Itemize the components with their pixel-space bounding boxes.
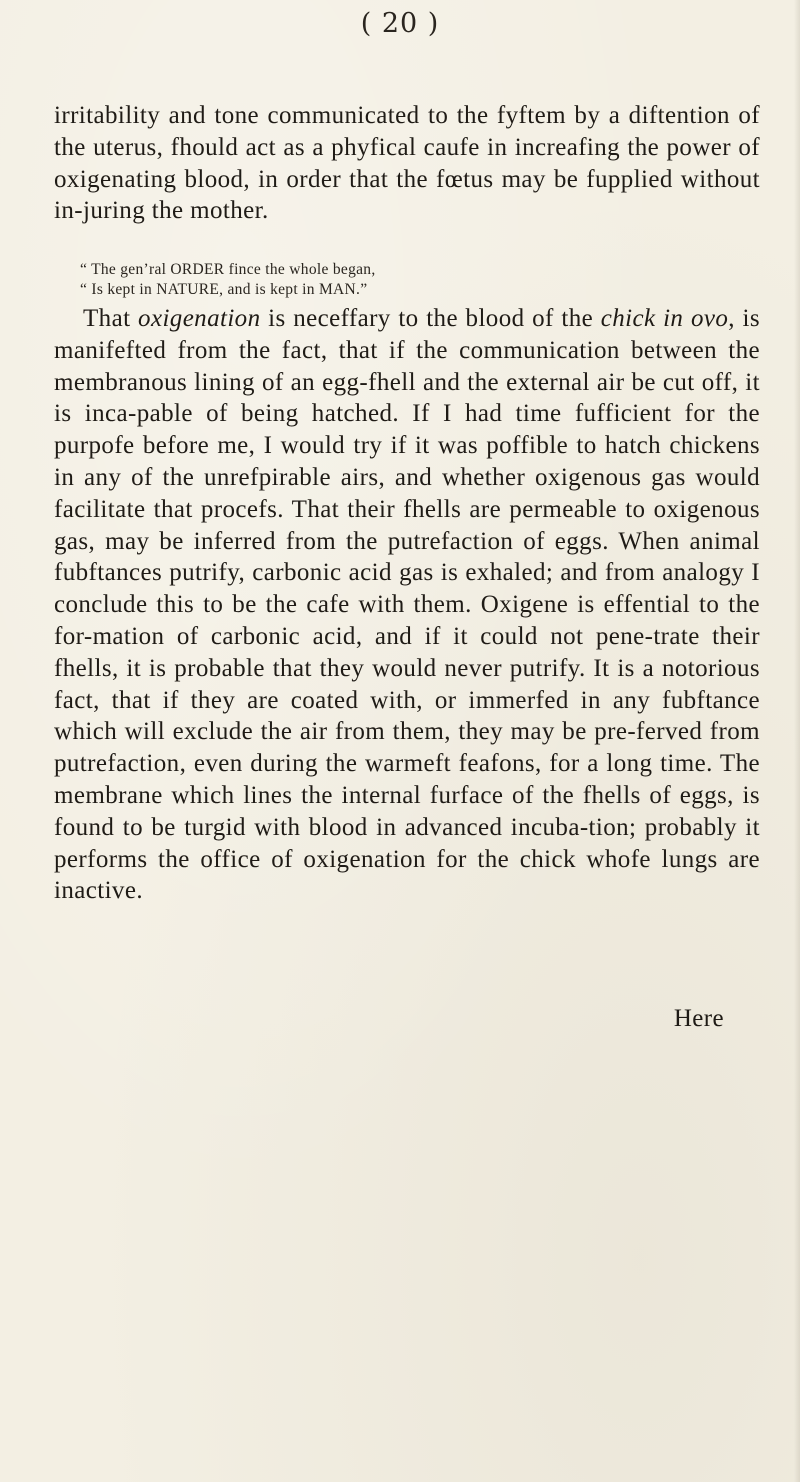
italic-term-chick-in-ovo: chick in ovo xyxy=(600,305,729,332)
paragraph-mid: is neceffary to the blood of the xyxy=(260,305,601,332)
verse-quotation xyxy=(80,260,760,300)
paragraph-rest: , is manifefted from the fact, that if the communication between the membranous lining of an egg-fhell and the external air be cut off, it is inca-pable of being hatched. If I had time fufficient for the purpofe before me, I would try if it was poffible to hatch chickens in any of the unrefpirable airs, and whether oxigenous gas would facilitate that procefs. That their fhells are permeable to oxigenous gas, may be inferred from the putrefaction of eggs. When animal fubftances putrify, carbonic acid gas is exhaled; and from analogy I conclude this to be the cafe with them. Oxigene is effential to the for-mation of carbonic acid, and if it could not pene-trate their fhells, it is probable that they would never putrify. It is a notorious fact, that if they are coated with, or immerfed in any fubftance which will exclude the air from them, they may be pre-ferved from putrefaction, even during the warmeft feafons, for a long time. The membrane which lines the internal furface of the fhells of eggs, is found to be turgid with blood in advanced incuba-tion; probably it performs the office of oxigenation for the chick whofe lungs are inactive. xyxy=(54,305,761,905)
verse-line-1: “ The gen’ral ORDER fince the whole began, xyxy=(80,261,376,278)
catchword: Here xyxy=(673,1005,724,1032)
page-number: ( 20 ) xyxy=(360,8,440,39)
italic-term-oxigenation: oxigenation xyxy=(138,305,261,332)
paragraph-irritability: irritability and tone communicated to the fyftem by a diftention of the uterus, fhould act as a phyfical caufe in increafing the power of oxigenating blood, in order that the fœtus may be fupplied without in-juring the mother. xyxy=(54,102,760,225)
page-edge-shadow xyxy=(794,0,800,1482)
paragraph-lead: That xyxy=(83,305,139,332)
paragraph-oxigenation xyxy=(54,303,760,907)
verse-line-2: “ Is kept in NATURE, and is kept in MAN.” xyxy=(80,281,368,298)
